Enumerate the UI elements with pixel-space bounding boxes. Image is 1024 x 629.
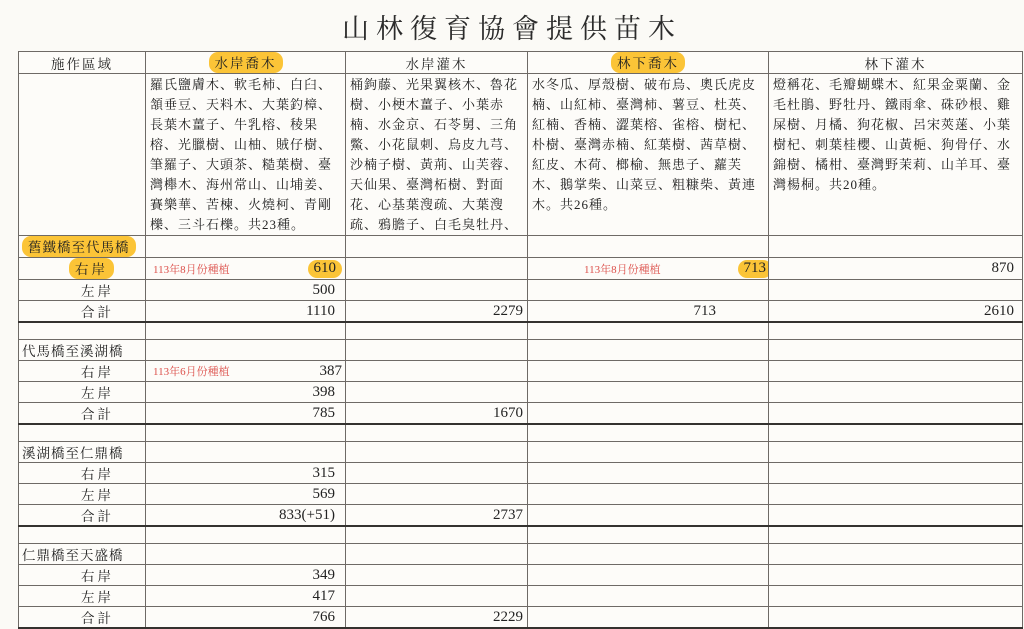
value: 398 — [312, 383, 335, 400]
value-cell — [146, 505, 346, 527]
column-header-cell — [528, 52, 769, 74]
section-label: 溪湖橋至仁鼎橋 — [22, 446, 124, 461]
highlighted-row-label: 右岸 — [69, 258, 114, 279]
value: 766 — [312, 608, 335, 625]
value-cell — [769, 280, 1023, 301]
value-cell — [346, 258, 528, 280]
bank-row — [19, 484, 1023, 505]
row-label: 左岸 — [81, 284, 114, 299]
value-cell — [346, 463, 528, 484]
highlighted-header-label: 林下喬木 — [611, 52, 685, 73]
empty-cell — [769, 322, 1023, 340]
row-label: 左岸 — [81, 590, 114, 605]
empty-cell — [769, 544, 1023, 565]
value: 569 — [312, 485, 335, 502]
value-cell — [346, 565, 528, 586]
species-list-cell: 燈稱花、毛瓣蝴蝶木、紅果金粟蘭、金毛杜鵑、野牡丹、鐵雨傘、硃砂根、雞屎樹、月橘、狗花椒、呂宋莢蒾、小葉樹杞、刺葉桂櫻、山黃梔、狗骨仔、水錦樹、橘柑、臺灣野茉莉、山羊耳、臺灣楊桐。共20種。 — [769, 74, 1023, 236]
spacer-row — [19, 424, 1023, 442]
bank-row — [19, 258, 1023, 280]
highlighted-header-label: 水岸喬木 — [209, 52, 283, 73]
value-cell — [528, 607, 769, 629]
species-list-cell: 羅氏鹽膚木、軟毛柿、白臼、頷垂豆、天料木、大葉釣樟、長葉木薑子、牛乳榕、稜果榕、光臘樹、山柚、賊仔樹、筆羅子、大頭茶、糙葉樹、臺灣櫸木、海州常山、山埔姜、賽樂華、苦楝、火燒柯、青剛櫟、三斗石櫟。共23種。 — [146, 74, 346, 236]
value-cell — [346, 403, 528, 425]
value-with-annotation — [528, 260, 769, 278]
value: 2737 — [493, 506, 523, 523]
empty-cell — [346, 424, 528, 442]
value-cell — [146, 361, 346, 382]
value: 713 — [693, 302, 716, 319]
bank-row — [19, 463, 1023, 484]
value-cell — [528, 463, 769, 484]
value-cell — [769, 586, 1023, 607]
empty-cell — [528, 322, 769, 340]
empty-cell — [346, 442, 528, 463]
row-label: 左岸 — [81, 386, 114, 401]
planting-date-note: 113年8月份種植 — [584, 263, 661, 276]
row-label-cell — [19, 463, 146, 484]
empty-cell — [146, 424, 346, 442]
row-label-cell — [19, 565, 146, 586]
total-row — [19, 403, 1023, 425]
value-cell — [346, 382, 528, 403]
row-label: 合計 — [81, 509, 114, 524]
row-label: 合計 — [81, 611, 114, 626]
header-label: 水岸灌木 — [405, 56, 468, 72]
column-header-cell — [346, 52, 528, 74]
empty-cell — [146, 236, 346, 258]
empty-cell — [19, 322, 146, 340]
empty-cell — [528, 526, 769, 544]
value-cell — [769, 607, 1023, 629]
value-cell — [769, 258, 1023, 280]
bank-row — [19, 382, 1023, 403]
value-cell — [528, 280, 769, 301]
value-cell — [528, 258, 769, 280]
row-label-cell — [19, 607, 146, 629]
empty-cell — [346, 236, 528, 258]
header-label: 施作區域 — [51, 56, 113, 72]
spacer-row — [19, 526, 1023, 544]
value-cell — [346, 301, 528, 323]
empty-cell — [769, 340, 1023, 361]
value: 833(+51) — [279, 506, 335, 523]
value-cell — [769, 301, 1023, 323]
spacer-row — [19, 322, 1023, 340]
value: 315 — [312, 464, 335, 481]
value-cell — [146, 607, 346, 629]
row-label-cell — [19, 382, 146, 403]
value-cell — [769, 361, 1023, 382]
row-label-cell — [19, 258, 146, 280]
header-label: 林下灌木 — [864, 56, 927, 72]
value: 349 — [312, 566, 335, 583]
value: 1670 — [493, 404, 523, 421]
empty-cell — [769, 236, 1023, 258]
value: 785 — [312, 404, 335, 421]
total-row — [19, 607, 1023, 629]
row-label: 右岸 — [81, 467, 114, 482]
section-label-row — [19, 442, 1023, 463]
area-empty-cell — [19, 74, 146, 236]
value: 417 — [312, 587, 335, 604]
section-label-row — [19, 236, 1023, 258]
table-header-row — [19, 52, 1023, 74]
value: 870 — [991, 260, 1014, 276]
section-label-cell — [19, 544, 146, 565]
value: 500 — [312, 281, 335, 298]
value-cell — [528, 361, 769, 382]
value-cell — [346, 607, 528, 629]
value: 2610 — [984, 302, 1014, 319]
row-label-cell — [19, 301, 146, 323]
seedling-table — [18, 51, 1023, 629]
value-cell — [528, 565, 769, 586]
document-title: 山林復育協會提供苗木 — [342, 14, 682, 44]
value-cell — [528, 382, 769, 403]
species-list-cell: 桶鉤藤、光果翼核木、魯花樹、小梗木薑子、小葉赤楠、水金京、石苓舅、三角鱉、小花鼠刺、烏皮九芎、沙楠子樹、黃荊、山芙蓉、天仙果、臺灣柘樹、對面花、心基葉溲疏、大葉溲疏、鴉膽子、白毛臭牡丹、 — [346, 74, 528, 236]
empty-cell — [528, 544, 769, 565]
value-cell — [346, 586, 528, 607]
value-cell — [146, 484, 346, 505]
empty-cell — [769, 442, 1023, 463]
value-cell — [769, 505, 1023, 527]
value-with-annotation — [146, 260, 342, 278]
value-cell — [146, 382, 346, 403]
section-label-cell — [19, 442, 146, 463]
empty-cell — [19, 526, 146, 544]
value-cell — [769, 484, 1023, 505]
section-label-row — [19, 340, 1023, 361]
value-cell — [146, 586, 346, 607]
value-with-annotation — [146, 363, 342, 380]
empty-cell — [146, 340, 346, 361]
empty-cell — [146, 442, 346, 463]
value-cell — [528, 403, 769, 425]
value: 387 — [319, 362, 342, 379]
value-cell — [528, 586, 769, 607]
value-cell — [146, 301, 346, 323]
value-cell — [146, 280, 346, 301]
value-cell — [528, 484, 769, 505]
value-cell — [346, 484, 528, 505]
row-label: 合計 — [81, 305, 114, 320]
empty-cell — [528, 340, 769, 361]
value-cell — [346, 280, 528, 301]
value-cell — [528, 301, 769, 323]
empty-cell — [528, 442, 769, 463]
empty-cell — [346, 340, 528, 361]
value-cell — [346, 505, 528, 527]
section-label-cell — [19, 236, 146, 258]
highlighted-value: 610 — [308, 260, 343, 278]
row-label-cell — [19, 361, 146, 382]
row-label-cell — [19, 586, 146, 607]
planting-date-note: 113年6月份種植 — [153, 366, 230, 378]
empty-cell — [19, 424, 146, 442]
row-label: 右岸 — [81, 569, 114, 584]
value-cell — [769, 403, 1023, 425]
empty-cell — [146, 526, 346, 544]
value-cell — [528, 505, 769, 527]
empty-cell — [528, 236, 769, 258]
section-label-cell — [19, 340, 146, 361]
row-label: 左岸 — [81, 488, 114, 503]
empty-cell — [769, 526, 1023, 544]
column-header-cell — [19, 52, 146, 74]
total-row — [19, 301, 1023, 323]
bank-row — [19, 586, 1023, 607]
row-label-cell — [19, 484, 146, 505]
row-label: 右岸 — [81, 365, 114, 380]
value: 2229 — [493, 608, 523, 625]
row-label: 合計 — [81, 407, 114, 422]
value-cell — [769, 565, 1023, 586]
row-label-cell — [19, 280, 146, 301]
value-cell — [146, 565, 346, 586]
row-label-cell — [19, 403, 146, 425]
section-label: 仁鼎橋至天盛橋 — [22, 548, 124, 563]
planting-date-note: 113年8月份種植 — [153, 263, 230, 276]
empty-cell — [146, 322, 346, 340]
value-cell — [146, 258, 346, 280]
species-list-cell: 水冬瓜、厚殼樹、破布烏、奧氏虎皮楠、山紅柿、臺灣柿、薯豆、杜英、紅楠、香楠、澀葉榕、雀榕、樹杞、朴樹、臺灣赤楠、紅葉樹、茜草樹、紅皮、木荷、榔榆、無患子、蘿芙木、鵝掌柴、山菜豆、粗糠柴、黃連木。共26種。 — [528, 74, 769, 236]
value: 1110 — [306, 302, 335, 319]
value: 2279 — [493, 302, 523, 319]
column-header-cell — [146, 52, 346, 74]
bank-row — [19, 280, 1023, 301]
value-cell — [769, 463, 1023, 484]
empty-cell — [146, 544, 346, 565]
empty-cell — [346, 526, 528, 544]
empty-cell — [769, 424, 1023, 442]
empty-cell — [528, 424, 769, 442]
section-label-row — [19, 544, 1023, 565]
section-label: 代馬橋至溪湖橋 — [22, 344, 124, 359]
value-cell — [146, 463, 346, 484]
species-row — [19, 74, 1023, 236]
highlighted-section-label: 舊鐵橋至代馬橋 — [22, 236, 136, 257]
value-cell — [769, 382, 1023, 403]
column-header-cell — [769, 52, 1023, 74]
highlighted-value: 713 — [738, 260, 769, 278]
total-row — [19, 505, 1023, 527]
row-label-cell — [19, 505, 146, 527]
empty-cell — [346, 322, 528, 340]
bank-row — [19, 565, 1023, 586]
empty-cell — [346, 544, 528, 565]
value-cell — [346, 361, 528, 382]
bank-row — [19, 361, 1023, 382]
value-cell — [146, 403, 346, 425]
